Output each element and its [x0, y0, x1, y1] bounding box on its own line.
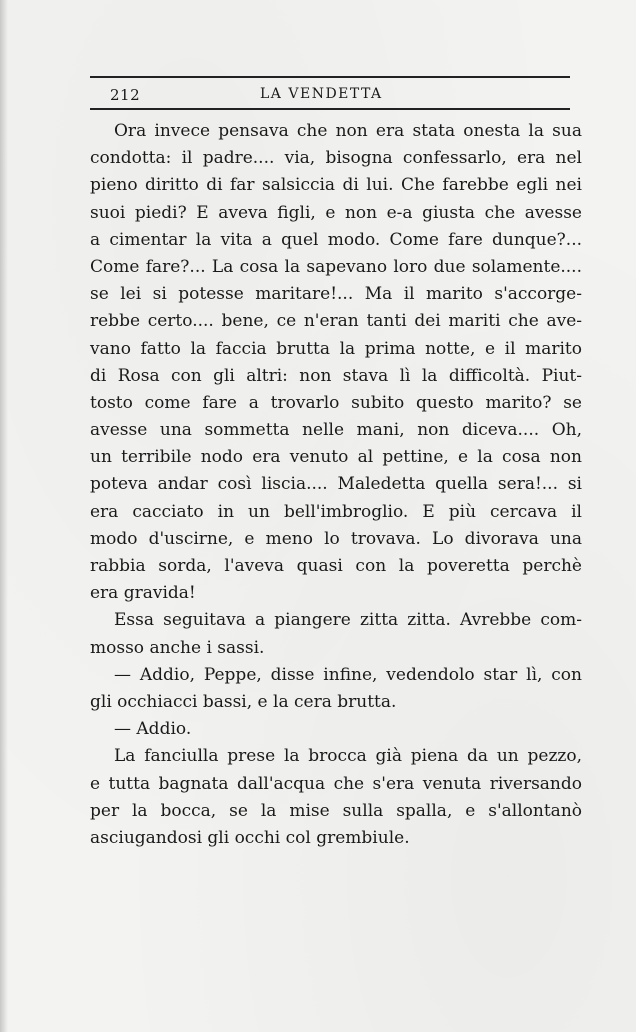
- text-line: pieno diritto di far salsiccia di lui. Che farebbe egli nei: [90, 175, 582, 196]
- text-line: suoi piedi? E aveva figli, e non e-a giusta che avesse: [90, 202, 582, 223]
- text-line: era gravida!: [90, 583, 196, 604]
- text-line: se lei si potesse maritare!... Ma il marito s'accorge-: [90, 284, 582, 305]
- text-line: vano fatto la faccia brutta la prima notte, e il marito: [90, 338, 582, 359]
- text-line: un terribile nodo era venuto al pettine, e la cosa non: [90, 447, 582, 468]
- header-top-rule: [90, 76, 570, 78]
- running-title: LA VENDETTA: [260, 86, 383, 102]
- text-line: La fanciulla prese la brocca già piena da un pezzo,: [114, 746, 582, 767]
- text-line: — Addio.: [114, 719, 192, 740]
- text-line: era cacciato in un bell'imbroglio. E più cercava il: [90, 501, 582, 522]
- text-line: e tutta bagnata dall'acqua che s'era venuta riversando: [90, 773, 582, 794]
- text-line: a cimentar la vita a quel modo. Come fare dunque?...: [90, 229, 582, 250]
- running-header: [90, 82, 570, 106]
- text-line: Come fare?... La cosa la sapevano loro due solamente....: [90, 256, 582, 277]
- body-text: [90, 118, 582, 852]
- text-line: Ora invece pensava che non era stata onesta la sua: [114, 121, 582, 141]
- text-line: modo d'uscirne, e meno lo trovava. Lo divorava una: [90, 528, 582, 549]
- header-bottom-rule: [90, 108, 570, 110]
- text-line: rebbe certo.... bene, ce n'eran tanti dei mariti che ave-: [90, 311, 582, 332]
- text-line: di Rosa con gli altri: non stava lì la difficoltà. Piut-: [90, 365, 582, 386]
- text-line: gli occhiacci bassi, e la cera brutta.: [90, 691, 397, 712]
- text-line: asciugandosi gli occhi col grembiule.: [90, 827, 410, 848]
- text-line: per la bocca, se la mise sulla spalla, e s'allontanò: [90, 800, 582, 821]
- text-line: avesse una sommetta nelle mani, non diceva.... Oh,: [90, 420, 582, 441]
- text-line: — Addio, Peppe, disse infine, vedendolo star lì, con: [114, 664, 582, 685]
- page-gutter-shadow: [0, 0, 8, 1032]
- text-line: tosto come fare a trovarlo subito questo marito? se: [90, 392, 582, 413]
- text-line: Essa seguitava a piangere zitta zitta. Avrebbe com-: [114, 610, 582, 631]
- text-line: condotta: il padre.... via, bisogna confessarlo, era nel: [90, 148, 582, 169]
- page-number: 212: [110, 86, 141, 104]
- text-line: poteva andar così liscia.... Maledetta quella sera!... si: [90, 474, 582, 495]
- text-line: mosso anche i sassi.: [90, 637, 265, 658]
- text-line: rabbia sorda, l'aveva quasi con la poveretta perchè: [90, 556, 582, 576]
